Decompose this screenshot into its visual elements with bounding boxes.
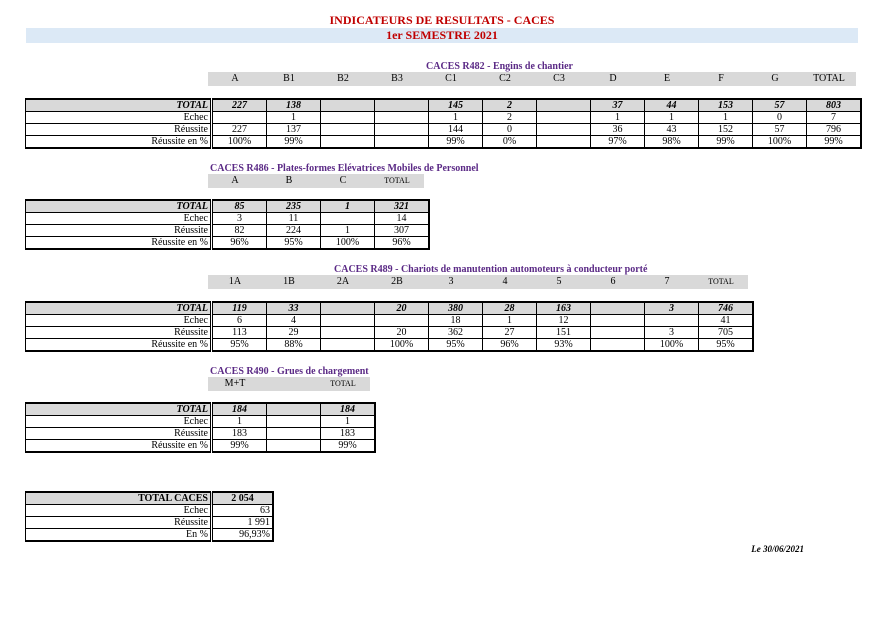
table-cell: 95% <box>429 339 483 352</box>
grand-reussite-row <box>26 517 274 529</box>
table-row-pct <box>26 339 754 352</box>
column-header: B3 <box>391 73 403 84</box>
column-header: 7 <box>664 276 670 287</box>
table-cell <box>321 315 375 327</box>
header-row-r489 <box>208 275 748 289</box>
column-header: TOTAL <box>813 73 845 84</box>
table-cell: 321 <box>375 200 430 213</box>
row-label-echec: Echec <box>26 315 212 327</box>
section-title-r489: CACES R489 - Chariots de manutention automoteurs à conducteur porté <box>334 264 648 275</box>
grand-total-value: 2 054 <box>212 492 274 505</box>
row-label-total: TOTAL <box>26 302 212 315</box>
table-cell <box>537 99 591 112</box>
grand-echec-label: Echec <box>26 505 212 517</box>
row-label-reussite: Réussite <box>26 124 212 136</box>
page-subtitle: 1er SEMESTRE 2021 <box>26 28 858 43</box>
table-cell: 152 <box>699 124 753 136</box>
column-header: TOTAL <box>330 379 356 388</box>
table-row-reussite <box>26 124 862 136</box>
table-cell: 746 <box>699 302 754 315</box>
column-header: 1A <box>228 276 242 287</box>
table-r489 <box>25 301 754 352</box>
table-cell: 20 <box>375 327 429 339</box>
grand-total-label: TOTAL CACES <box>26 492 212 505</box>
table-cell: 99% <box>321 440 376 453</box>
table-cell <box>321 112 375 124</box>
column-header: 5 <box>556 276 562 287</box>
table-cell: 227 <box>212 99 267 112</box>
table-cell <box>591 327 645 339</box>
column-header: 4 <box>502 276 508 287</box>
section-title-r482: CACES R482 - Engins de chantier <box>426 61 573 72</box>
table-cell: 29 <box>267 327 321 339</box>
report-date: Le 30/06/2021 <box>751 544 804 554</box>
table-cell: 1 <box>321 416 376 428</box>
table-cell: 20 <box>375 302 429 315</box>
table-r490 <box>25 402 376 453</box>
table-cell: 96% <box>375 237 430 250</box>
table-cell: 57 <box>753 124 807 136</box>
column-header: TOTAL <box>384 176 410 185</box>
table-cell: 163 <box>537 302 591 315</box>
table-row-total <box>26 99 862 112</box>
section-title-r486: CACES R486 - Plates-formes Elévatrices Mobiles de Personnel <box>210 163 479 174</box>
table-cell <box>212 112 267 124</box>
column-header: B <box>285 175 293 186</box>
row-label-pct: Réussite en % <box>26 136 212 149</box>
table-total-caces <box>25 491 274 542</box>
table-cell: 100% <box>321 237 375 250</box>
table-cell <box>321 124 375 136</box>
row-label-reussite: Réussite <box>26 327 212 339</box>
table-cell <box>375 124 429 136</box>
table-cell: 37 <box>591 99 645 112</box>
table-cell <box>321 213 375 225</box>
table-cell: 307 <box>375 225 430 237</box>
row-label-total: TOTAL <box>26 403 212 416</box>
section-title-r490: CACES R490 - Grues de chargement <box>210 366 369 377</box>
table-cell: 151 <box>537 327 591 339</box>
table-cell: 6 <box>212 315 267 327</box>
column-header: 2A <box>336 276 350 287</box>
table-row-pct <box>26 440 376 453</box>
column-header: F <box>718 73 724 84</box>
table-cell <box>267 403 321 416</box>
table-cell: 43 <box>645 124 699 136</box>
column-header: C2 <box>499 73 511 84</box>
table-cell: 100% <box>645 339 699 352</box>
table-cell: 1 <box>429 112 483 124</box>
table-cell: 100% <box>375 339 429 352</box>
table-cell <box>645 315 699 327</box>
table-row-total <box>26 403 376 416</box>
table-row-echec <box>26 315 754 327</box>
table-row-reussite <box>26 327 754 339</box>
column-header <box>262 377 316 391</box>
table-cell <box>321 327 375 339</box>
table-cell: 183 <box>321 428 376 440</box>
row-label-total: TOTAL <box>26 200 212 213</box>
table-cell <box>591 315 645 327</box>
table-cell <box>321 136 375 149</box>
table-cell: 28 <box>483 302 537 315</box>
column-header: 3 <box>448 276 454 287</box>
table-cell: 380 <box>429 302 483 315</box>
table-cell: 705 <box>699 327 754 339</box>
column-header: 1B <box>283 276 295 287</box>
table-cell: 99% <box>807 136 862 149</box>
table-cell <box>267 428 321 440</box>
table-row-pct <box>26 136 862 149</box>
table-cell: 36 <box>591 124 645 136</box>
table-cell: 1 <box>483 315 537 327</box>
table-cell: 1 <box>321 225 375 237</box>
table-cell: 7 <box>807 112 862 124</box>
table-cell: 99% <box>212 440 267 453</box>
column-header: G <box>771 73 779 84</box>
table-cell <box>591 339 645 352</box>
table-cell <box>267 440 321 453</box>
header-row-r490 <box>208 377 370 391</box>
table-cell: 0 <box>753 112 807 124</box>
table-cell: 1 <box>212 416 267 428</box>
table-cell: 4 <box>267 315 321 327</box>
table-cell: 1 <box>591 112 645 124</box>
table-cell: 803 <box>807 99 862 112</box>
table-cell: 184 <box>321 403 376 416</box>
header-row-r486 <box>208 174 424 188</box>
table-cell <box>375 99 429 112</box>
row-label-echec: Echec <box>26 213 212 225</box>
table-cell: 362 <box>429 327 483 339</box>
column-header: 2B <box>391 276 403 287</box>
row-label-echec: Echec <box>26 112 212 124</box>
table-cell: 3 <box>645 327 699 339</box>
table-cell: 145 <box>429 99 483 112</box>
column-header: A <box>231 175 239 186</box>
table-cell: 99% <box>429 136 483 149</box>
column-header: M+T <box>224 378 246 389</box>
table-cell: 3 <box>645 302 699 315</box>
table-row-echec <box>26 112 862 124</box>
table-cell: 3 <box>212 213 267 225</box>
column-header: B1 <box>283 73 295 84</box>
column-header: C3 <box>553 73 565 84</box>
table-cell <box>267 416 321 428</box>
table-cell <box>321 99 375 112</box>
header-row-r482 <box>208 72 856 86</box>
table-cell <box>321 302 375 315</box>
table-cell: 95% <box>212 339 267 352</box>
table-cell: 119 <box>212 302 267 315</box>
table-r482 <box>25 98 862 149</box>
column-header: E <box>663 73 671 84</box>
table-cell: 235 <box>267 200 321 213</box>
column-header: A <box>231 73 239 84</box>
table-row-echec <box>26 213 430 225</box>
table-cell: 183 <box>212 428 267 440</box>
table-cell: 98% <box>645 136 699 149</box>
table-cell: 93% <box>537 339 591 352</box>
grand-reussite-value: 1 991 <box>212 517 274 529</box>
table-r486 <box>25 199 430 250</box>
grand-echec-value: 63 <box>212 505 274 517</box>
table-cell: 113 <box>212 327 267 339</box>
table-cell: 1 <box>267 112 321 124</box>
table-cell: 144 <box>429 124 483 136</box>
table-cell: 57 <box>753 99 807 112</box>
table-cell: 33 <box>267 302 321 315</box>
column-header: D <box>609 73 617 84</box>
table-cell: 2 <box>483 112 537 124</box>
table-cell: 97% <box>591 136 645 149</box>
grand-pct-value: 96,93% <box>212 529 274 542</box>
table-cell: 138 <box>267 99 321 112</box>
table-cell <box>591 302 645 315</box>
table-row-echec <box>26 416 376 428</box>
column-header: C1 <box>445 73 457 84</box>
table-cell: 184 <box>212 403 267 416</box>
grand-pct-row <box>26 529 274 542</box>
table-cell: 100% <box>753 136 807 149</box>
table-cell <box>537 112 591 124</box>
table-cell: 0 <box>483 124 537 136</box>
column-header: TOTAL <box>708 277 734 286</box>
table-cell: 99% <box>699 136 753 149</box>
table-cell: 11 <box>267 213 321 225</box>
column-header: 6 <box>610 276 616 287</box>
table-cell: 82 <box>212 225 267 237</box>
table-cell: 153 <box>699 99 753 112</box>
table-cell: 227 <box>212 124 267 136</box>
table-cell <box>375 112 429 124</box>
row-label-pct: Réussite en % <box>26 237 212 250</box>
grand-pct-label: En % <box>26 529 212 542</box>
table-cell: 2 <box>483 99 537 112</box>
table-cell: 88% <box>267 339 321 352</box>
table-cell <box>537 124 591 136</box>
grand-reussite-label: Réussite <box>26 517 212 529</box>
table-cell: 100% <box>212 136 267 149</box>
row-label-total: TOTAL <box>26 99 212 112</box>
table-cell: 0% <box>483 136 537 149</box>
table-cell: 1 <box>699 112 753 124</box>
table-cell <box>321 339 375 352</box>
table-cell: 44 <box>645 99 699 112</box>
table-cell <box>375 315 429 327</box>
table-cell: 95% <box>267 237 321 250</box>
table-cell: 85 <box>212 200 267 213</box>
table-cell: 14 <box>375 213 430 225</box>
row-label-echec: Echec <box>26 416 212 428</box>
table-cell: 18 <box>429 315 483 327</box>
column-header: C <box>339 175 347 186</box>
grand-echec-row <box>26 505 274 517</box>
table-cell <box>375 136 429 149</box>
table-cell: 224 <box>267 225 321 237</box>
page-title: INDICATEURS DE RESULTATS - CACES <box>329 13 555 27</box>
row-label-reussite: Réussite <box>26 428 212 440</box>
table-row-pct <box>26 237 430 250</box>
table-cell: 96% <box>212 237 267 250</box>
table-cell: 99% <box>267 136 321 149</box>
column-header: B2 <box>337 73 349 84</box>
table-row-total <box>26 200 430 213</box>
row-label-pct: Réussite en % <box>26 440 212 453</box>
table-cell: 1 <box>645 112 699 124</box>
table-cell: 96% <box>483 339 537 352</box>
table-cell: 137 <box>267 124 321 136</box>
table-row-reussite <box>26 225 430 237</box>
table-cell: 12 <box>537 315 591 327</box>
table-cell <box>537 136 591 149</box>
table-cell: 1 <box>321 200 375 213</box>
row-label-pct: Réussite en % <box>26 339 212 352</box>
grand-total-row <box>26 492 274 505</box>
table-cell: 27 <box>483 327 537 339</box>
table-row-reussite <box>26 428 376 440</box>
table-row-total <box>26 302 754 315</box>
table-cell: 95% <box>699 339 754 352</box>
row-label-reussite: Réussite <box>26 225 212 237</box>
table-cell: 41 <box>699 315 754 327</box>
table-cell: 796 <box>807 124 862 136</box>
